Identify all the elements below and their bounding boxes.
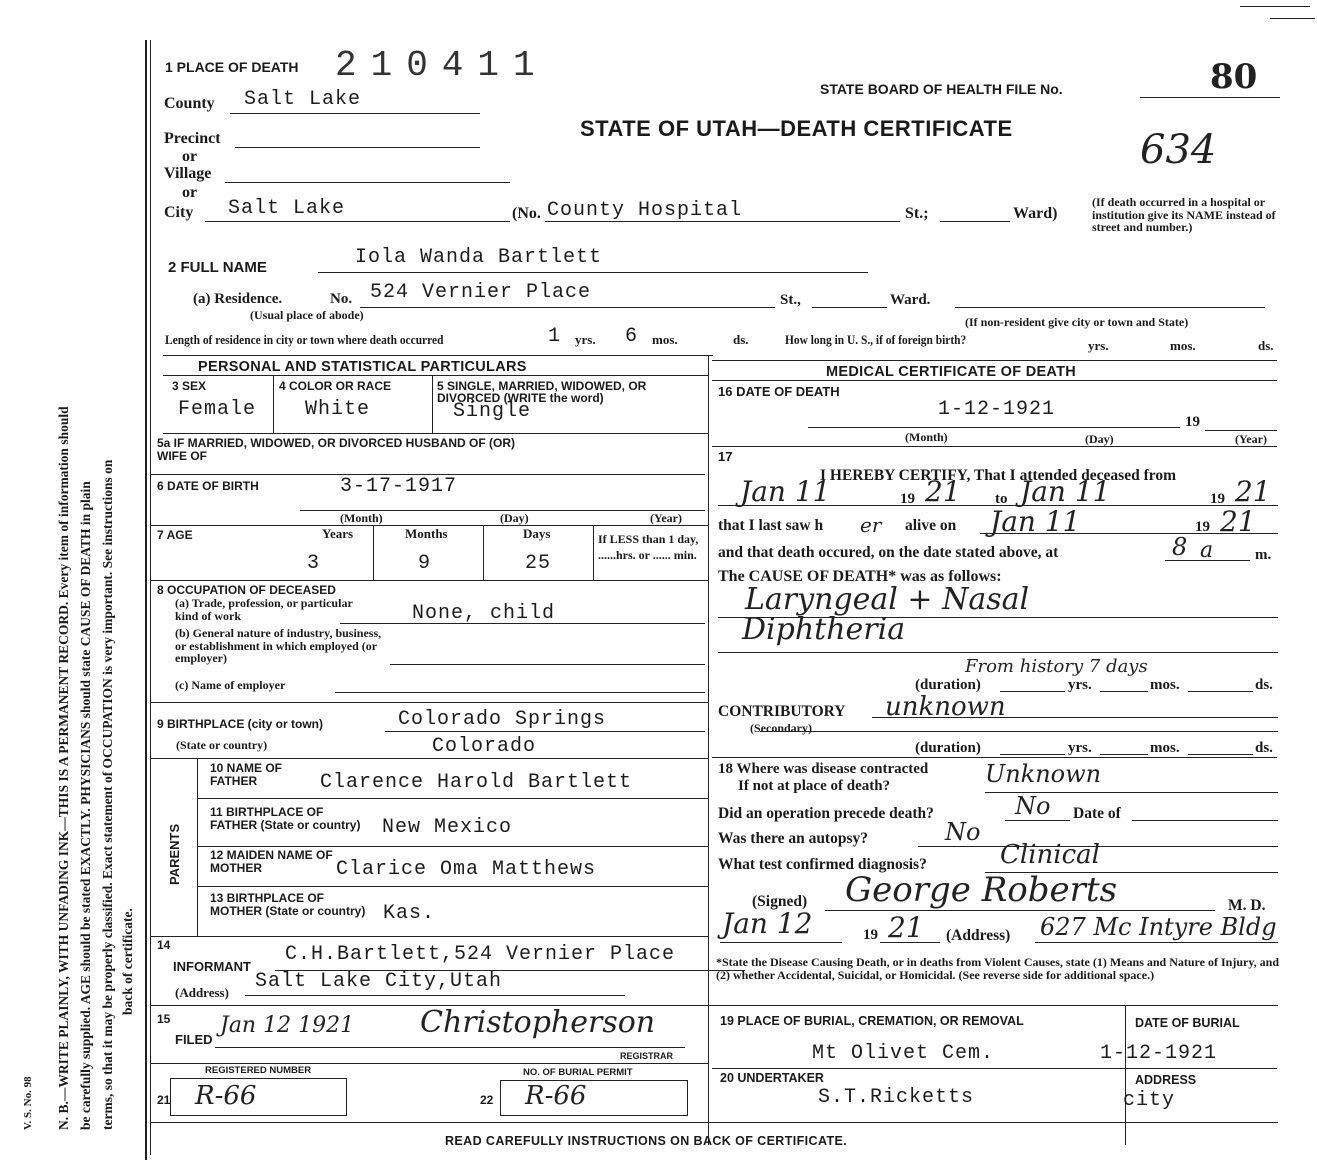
certificate-title: STATE OF UTAH—DEATH CERTIFICATE <box>580 116 1013 141</box>
personal-heading: PERSONAL AND STATISTICAL PARTICULARS <box>198 359 527 375</box>
personal-top-rule <box>163 355 713 356</box>
last-saw-year: 21 <box>1220 505 1256 538</box>
ward-line <box>940 221 1010 222</box>
contributory-label: CONTRIBUTORY <box>718 703 846 720</box>
row9-rule <box>150 758 708 759</box>
color-marital-divider <box>432 376 433 433</box>
row7-rule <box>150 580 708 581</box>
dod-day-label: (Day) <box>1085 432 1114 446</box>
residence-no-label: No. <box>330 291 353 307</box>
date-of-death-value: 1-12-1921 <box>938 398 1056 421</box>
parents-bottom-rule <box>150 936 708 937</box>
contrib-mos-label: mos. <box>1150 740 1180 756</box>
operation-label: Did an operation precede death? <box>718 805 934 822</box>
death-hour-line <box>1165 560 1250 561</box>
street-st-label: St.; <box>905 205 929 222</box>
county-line <box>230 113 480 114</box>
father-rule <box>197 798 708 799</box>
street-value: County Hospital <box>547 199 743 222</box>
hospital-note: (If death occurred in a hospital or institution give its NAME instead of street and number.) <box>1092 195 1276 235</box>
informant-address-value: Salt Lake City,Utah <box>255 970 503 993</box>
registration-stamp: 210411 <box>335 45 549 86</box>
birthplace-city-line <box>385 731 705 732</box>
cause-mos-label: mos. <box>1150 677 1180 693</box>
local-number: 634 <box>1140 127 1217 173</box>
attended-from-year: 21 <box>925 475 961 508</box>
informant-address-line <box>245 995 625 996</box>
undertaker-value: S.T.Ricketts <box>818 1086 975 1109</box>
medical-heading: MEDICAL CERTIFICATE OF DEATH <box>826 364 1077 380</box>
occupation-b-label: (b) General nature of industry, business, or establishment in which employed (or employer) <box>175 626 382 666</box>
sex-label: 3 SEX <box>172 379 207 393</box>
last-saw-her: er <box>860 513 882 537</box>
contributory-line-2 <box>760 731 1278 732</box>
item15-label: 15 <box>157 1012 171 1026</box>
registrar-label: REGISTRAR <box>620 1051 674 1061</box>
signed-address-value: 627 Mc Intyre Bldg <box>1040 913 1277 941</box>
less-than-label: If LESS than 1 day, ......hrs. or ...... min. <box>598 532 699 563</box>
cause-duration-label: (duration) <box>915 677 981 693</box>
contributory-value: unknown <box>885 692 1006 722</box>
father-birthplace-label: 11 BIRTHPLACE OF FATHER (State or country) <box>210 805 361 832</box>
or-label-2: or <box>182 184 198 201</box>
us-days-label: ds. <box>1258 338 1274 353</box>
residence-label: (a) Residence. <box>193 291 283 307</box>
dob-label: 6 DATE OF BIRTH <box>157 479 259 493</box>
last-saw-19: 19 <box>1195 519 1210 535</box>
father-birthplace-value: New Mexico <box>382 816 513 839</box>
filed-bottom-rule <box>150 1063 708 1064</box>
full-name-line <box>318 272 868 273</box>
instructions-line-3: terms, so that it may be properly classified. Exact statement of OCCUPATION is very important. See instructions on <box>100 459 115 1130</box>
occupation-b-line <box>390 664 705 665</box>
dob-year-label: (Year) <box>650 511 682 525</box>
nonresident-note: (If non-resident give city or town and State) <box>965 315 1189 329</box>
date-of-label: Date of <box>1073 805 1121 822</box>
burial-date-divider <box>1125 1005 1126 1145</box>
occupation-c-line <box>335 692 705 693</box>
age-label: 7 AGE <box>157 528 193 542</box>
center-divider <box>708 355 709 1145</box>
contrib-yrs-label: yrs. <box>1068 740 1092 756</box>
us-years-label: yrs. <box>1088 338 1109 353</box>
nonresident-line <box>955 307 1265 308</box>
signed-address-line <box>1035 942 1278 943</box>
filed-date-value: Jan 12 1921 <box>220 1013 355 1038</box>
mother-birthplace-label: 13 BIRTHPLACE OF MOTHER (State or country) <box>210 891 366 918</box>
row17-rule <box>712 757 1277 758</box>
residence-months-value: 6 <box>625 325 639 348</box>
village-line <box>225 182 510 183</box>
age-days-value: 25 <box>525 552 552 575</box>
residence-line <box>360 307 775 308</box>
medical-footnote-rule <box>708 1005 1278 1006</box>
spouse-label: 5a IF MARRIED, WIDOWED, OR DIVORCED HUSBAND OF (OR) WIFE OF <box>157 436 516 463</box>
age-days-divider <box>593 525 594 580</box>
father-label: 10 NAME OF FATHER <box>210 761 283 788</box>
autopsy-value: No <box>945 818 981 846</box>
date-of-death-19: 19 <box>1185 414 1200 430</box>
medical-top-rule <box>712 360 1277 361</box>
marital-value: Single <box>453 400 532 423</box>
not-at-place-label: If not at place of death? <box>738 778 891 794</box>
birthplace-label: 9 BIRTHPLACE (city or town) <box>157 717 324 731</box>
form-number: V. S. No. 98 <box>22 1076 34 1130</box>
age-months-divider <box>483 525 484 580</box>
undertaker-address-label: ADDRESS <box>1135 1073 1197 1087</box>
occupation-c-label: (c) Name of employer <box>175 678 286 692</box>
age-years-label: Years <box>322 526 354 541</box>
father-value: Clarence Harold Bartlett <box>320 771 633 794</box>
death-m-label: m. <box>1255 547 1272 563</box>
date-of-line <box>1132 820 1278 821</box>
operation-value: No <box>1015 792 1051 820</box>
signed-year-value: 21 <box>888 911 924 944</box>
alive-on-label: alive on <box>905 517 957 534</box>
top-edge-line <box>1240 6 1310 7</box>
instructions-line-4: back of certificate. <box>120 908 135 1015</box>
age-days-label: Days <box>523 526 551 541</box>
md-label: M. D. <box>1228 897 1266 914</box>
occupation-a-line <box>340 623 705 624</box>
date-of-death-label: 16 DATE OF DEATH <box>718 384 840 399</box>
cause-ds-line <box>1188 691 1253 692</box>
last-saw-label: that I last saw h <box>718 517 824 534</box>
row3-rule <box>163 433 708 434</box>
undertaker-label: 20 UNDERTAKER <box>720 1071 824 1085</box>
filed-line <box>215 1047 685 1048</box>
precinct-line <box>235 147 480 148</box>
date-of-death-year-line <box>1205 430 1277 431</box>
attended-from-value: Jan 11 <box>740 475 831 508</box>
personal-heading-rule <box>163 375 708 376</box>
occupation-a-label: (a) Trade, profession, or particular kind of work <box>175 596 353 623</box>
cause-ds-label: ds. <box>1255 677 1273 693</box>
attended-to-label: to <box>995 491 1008 507</box>
registered-number-label: REGISTERED NUMBER <box>205 1065 312 1076</box>
secondary-label: (Secondary) <box>750 721 812 735</box>
signed-year-line <box>880 942 940 943</box>
mother-rule <box>197 886 708 887</box>
us-months-label: mos. <box>1170 338 1196 353</box>
full-name-value: Iola Wanda Bartlett <box>355 246 603 269</box>
attended-to-value: Jan 11 <box>1020 475 1111 508</box>
signed-label: (Signed) <box>752 893 808 910</box>
residence-ward-line <box>812 307 887 308</box>
informant-label: INFORMANT <box>173 959 251 974</box>
cause-mos-line <box>1100 691 1148 692</box>
informant-value: C.H.Bartlett,524 Vernier Place <box>285 943 676 966</box>
burial-place-label: 19 PLACE OF BURIAL, CREMATION, OR REMOVAL <box>720 1014 1024 1028</box>
row5a-rule <box>150 474 310 475</box>
burial-permit-value: R-66 <box>525 1081 587 1111</box>
attended-from-19: 19 <box>900 491 915 507</box>
contrib-duration-label: (duration) <box>915 740 981 756</box>
cause-footnote: *State the Disease Causing Death, or in deaths from Violent Causes, state (1) Means and Nature of Injury, and (2) whether Accidental, Suicidal, or Homicidal. (See reverse side for additional space.) <box>716 955 1280 983</box>
mother-value: Clarice Oma Matthews <box>336 858 597 881</box>
us-residence-label: How long in U. S., if of foreign birth? <box>785 332 967 347</box>
cause-yrs-line <box>1000 691 1065 692</box>
operation-line <box>1005 820 1070 821</box>
sex-color-divider <box>273 376 274 433</box>
village-label: Village <box>164 165 212 182</box>
top-edge-line-2 <box>1270 18 1315 19</box>
ward-label: Ward) <box>1013 205 1058 222</box>
state-file-number: 80 <box>1210 57 1258 97</box>
street-no-label: (No. <box>512 205 541 222</box>
residence-st-label: St., <box>780 292 801 308</box>
cause-of-death-label: The CAUSE OF DEATH* was as follows: <box>718 568 1002 585</box>
occupation-value: None, child <box>412 602 556 625</box>
full-name-label: 2 FULL NAME <box>168 259 267 276</box>
cause-line-2-rule <box>718 652 1278 653</box>
item21-label: 21 <box>157 1093 171 1107</box>
occupation-label: 8 OCCUPATION OF DECEASED <box>157 583 336 597</box>
state-file-label: STATE BOARD OF HEALTH FILE No. <box>820 81 1063 97</box>
residence-years-label: yrs. <box>575 332 596 347</box>
place-of-death-label: 1 PLACE OF DEATH <box>165 59 299 75</box>
age-years-value: 3 <box>307 552 321 575</box>
color-value: White <box>305 398 371 421</box>
sex-value: Female <box>178 398 257 421</box>
contrib-yrs-line <box>1000 754 1065 755</box>
item17-label: 17 <box>718 449 733 464</box>
contrib-ds-line <box>1188 754 1253 755</box>
informant-address-label: (Address) <box>175 985 229 1000</box>
signed-value: George Roberts <box>845 870 1118 910</box>
residence-months-label: mos. <box>652 332 678 347</box>
burial-date-value: 1-12-1921 <box>1100 1042 1218 1065</box>
form-left-inner-border <box>150 40 151 1155</box>
state-file-line <box>1140 97 1280 98</box>
burial-rule <box>712 1068 1277 1069</box>
cause-line-1: Laryngeal + Nasal <box>745 582 1030 617</box>
or-label-1: or <box>182 148 198 165</box>
contracted-value: Unknown <box>985 760 1102 788</box>
parents-divider <box>197 758 198 936</box>
row16-rule <box>712 446 1277 447</box>
certify-text: I HEREBY CERTIFY, That I attended deceased from <box>820 467 1176 484</box>
attended-to-year: 21 <box>1235 475 1271 508</box>
residence-years-value: 1 <box>548 325 562 348</box>
city-line <box>205 221 510 222</box>
cause-duration-value: From history 7 days <box>965 656 1148 677</box>
usual-abode-label: (Usual place of abode) <box>250 308 364 322</box>
age-months-value: 9 <box>418 552 432 575</box>
parents-side-label: PARENTS <box>167 823 182 885</box>
medical-heading-rule <box>712 380 1277 381</box>
dod-month-label: (Month) <box>905 430 948 444</box>
filed-label: FILED <box>175 1032 213 1047</box>
residence-value: 524 Vernier Place <box>370 281 592 304</box>
row8-rule <box>150 702 708 703</box>
autopsy-label: Was there an autopsy? <box>718 830 868 847</box>
signed-19: 19 <box>863 927 878 943</box>
residence-ward-label: Ward. <box>890 292 931 308</box>
burial-permit-label: NO. OF BURIAL PERMIT <box>523 1067 633 1078</box>
date-of-death-line <box>808 427 1180 428</box>
last-saw-date: Jan 11 <box>990 505 1081 538</box>
signed-line <box>825 910 1215 911</box>
precinct-label: Precinct <box>164 130 221 147</box>
length-of-residence-label: Length of residence in city or town where death occurred <box>165 332 444 347</box>
death-occured-label: and that death occured, on the date stated above, at <box>718 544 1059 561</box>
birthplace-state-value: Colorado <box>432 735 537 758</box>
dob-month-label: (Month) <box>340 511 383 525</box>
contrib-mos-line <box>1100 754 1148 755</box>
county-label: County <box>164 95 215 112</box>
item22-label: 22 <box>480 1093 494 1107</box>
cause-line-2: Diphtheria <box>742 612 906 647</box>
form-left-border <box>145 40 147 1160</box>
item14-label: 14 <box>157 938 171 952</box>
signed-address-label: (Address) <box>946 927 1011 944</box>
registered-number-value: R-66 <box>195 1081 257 1111</box>
registrar-signature: Christopherson <box>420 1005 656 1040</box>
mother-label: 12 MAIDEN NAME OF MOTHER <box>210 848 333 875</box>
contrib-ds-label: ds. <box>1255 740 1273 756</box>
attended-to-19: 19 <box>1210 491 1225 507</box>
father-birthplace-rule <box>197 846 708 847</box>
instructions-line-2: be carefully supplied. AGE should be stated EXACTLY. PHYSICIANS should state CAUSE OF DEATH in plain <box>78 481 93 1130</box>
test-label: What test confirmed diagnosis? <box>718 856 927 873</box>
footer-note: READ CAREFULLY INSTRUCTIONS ON BACK OF CERTIFICATE. <box>445 1134 848 1148</box>
age-years-divider <box>373 525 374 580</box>
birthplace-city-value: Colorado Springs <box>398 708 607 731</box>
city-label: City <box>164 204 194 221</box>
residence-days-label: ds. <box>733 332 749 347</box>
county-value: Salt Lake <box>244 88 362 111</box>
city-value: Salt Lake <box>228 197 346 220</box>
age-months-label: Months <box>405 526 448 541</box>
signed-date-value: Jan 12 <box>722 907 813 940</box>
instructions-line-1: N. B.—WRITE PLAINLY, WITH UNFADING INK—THIS IS A PERMANENT RECORD. Every item of information should <box>56 406 71 1130</box>
marital-label: 5 SINGLE, MARRIED, WIDOWED, OR DIVORCED (WRITE the word) <box>437 379 647 405</box>
dob-value: 3-17-1917 <box>340 475 458 498</box>
mother-birthplace-value: Kas. <box>383 902 436 925</box>
color-label: 4 COLOR OR RACE <box>279 379 392 393</box>
birthplace-state-label: (State or country) <box>176 738 268 752</box>
item18-label: 18 Where was disease contracted <box>718 761 929 777</box>
form-bottom-rule <box>150 1122 1278 1123</box>
burial-date-label: DATE OF BURIAL <box>1135 1016 1240 1030</box>
dod-year-label: (Year) <box>1235 432 1267 446</box>
signed-date-line <box>720 942 842 943</box>
death-hour-value: 8 <box>1172 533 1188 561</box>
burial-place-value: Mt Olivet Cem. <box>812 1042 995 1065</box>
death-ampm-value: a <box>1200 538 1214 563</box>
cause-yrs-label: yrs. <box>1068 677 1092 693</box>
dob-day-label: (Day) <box>500 511 529 525</box>
test-value: Clinical <box>1000 840 1100 870</box>
undertaker-address-value: city <box>1123 1089 1176 1112</box>
